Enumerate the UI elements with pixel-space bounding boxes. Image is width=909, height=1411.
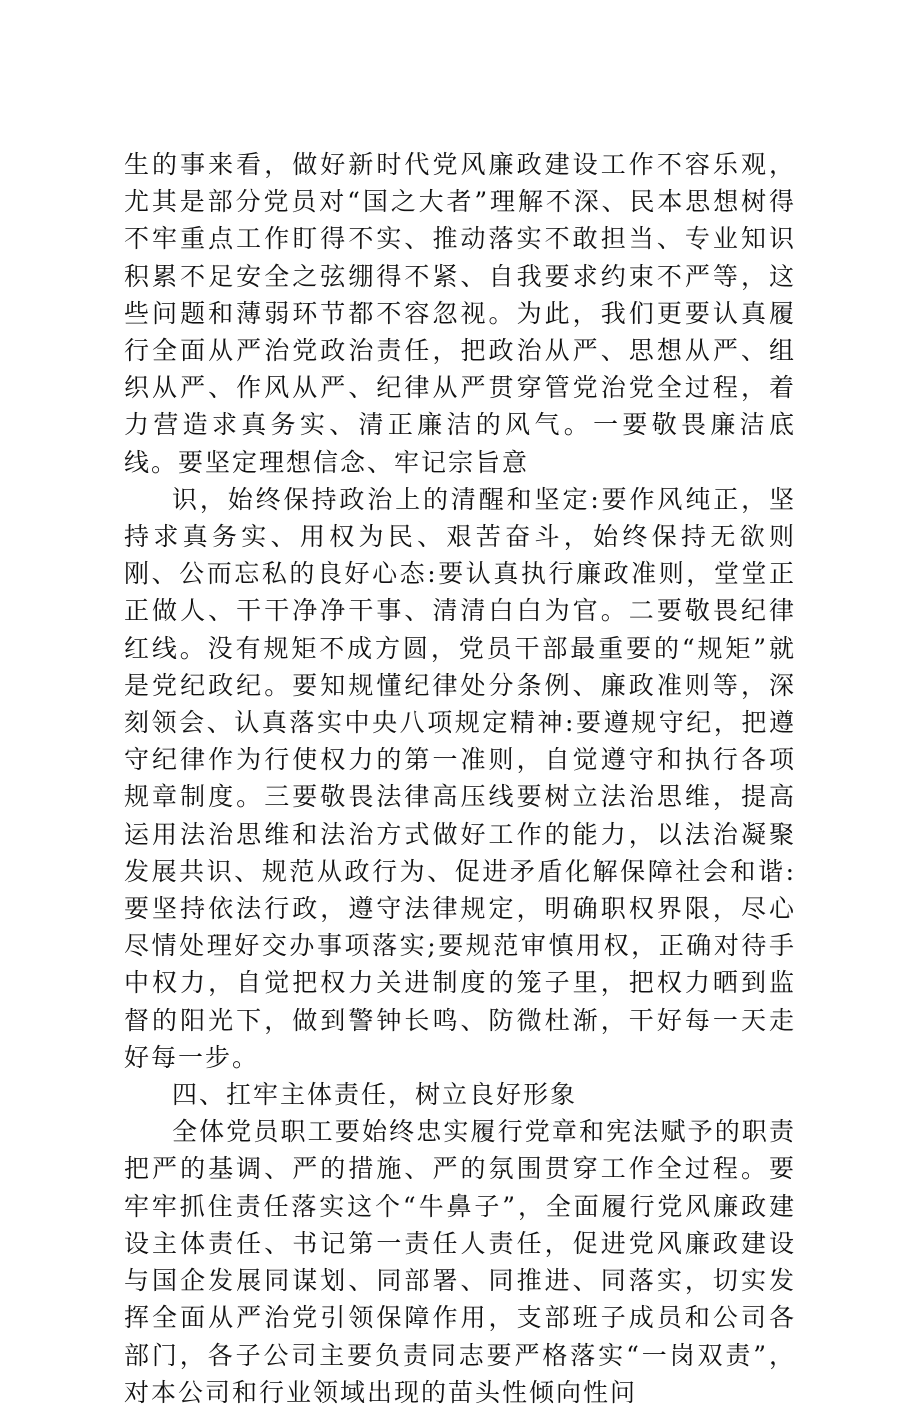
paragraph-4: 全体党员职工要始终忠实履行党章和宪法赋予的职责把严的基调、严的措施、严的氛围贯穿工作全过程。要牢牢抓住责任落实这个“牛鼻子”，全面履行党风廉政建设主体责任、书记第一责任人责任，促进党风廉政建设与国企发展同谋划、同部署、同推进、同落实，切实发挥全面从严治党引领保障作用，支部班子成员和公司各部门，各子公司主要负责同志要严格落实“一岗双责”，对本公司和行业领域出现的苗头性倾向性问 <box>124 1117 796 1407</box>
paragraph-2: 识，始终保持政治上的清醒和坚定:要作风纯正，坚持求真务实、用权为民、艰苦奋斗，始终保持无欲则刚、公而忘私的良好心态:要认真执行廉政准则，堂堂正正做人、干干净净干事、清清白白为官。二要敬畏纪律红线。没有规矩不成方圆，党员干部最重要的“规矩”就是党纪政纪。要知规懂纪律处分条例、廉政准则等，深刻领会、认真落实中央八项规定精神:要遵规守纪，把遵守纪律作为行使权力的第一准则，自觉遵守和执行各项规章制度。三要敬畏法律高压线要树立法治思维，提高运用法治思维和法治方式做好工作的能力，以法治凝聚发展共识、规范从政行为、促进矛盾化解保障社会和谐:要坚持依法行政，遵守法律规定，明确职权界限，尽心尽情处理好交办事项落实;要规范审慎用权，正确对待手中权力，自觉把权力关进制度的笼子里，把权力晒到监督的阳光下，做到警钟长鸣、防微杜渐，干好每一天走好每一步。 <box>124 484 796 1072</box>
document-body <box>124 146 796 1411</box>
section-heading: 四、扛牢主体责任，树立良好形象 <box>172 1080 578 1110</box>
paragraph-1: 生的事来看，做好新时代党风廉政建设工作不容乐观，尤其是部分党员对“国之大者”理解不深、民本思想树得不牢重点工作盯得不实、推动落实不敢担当、专业知识积累不足安全之弦绷得不紧、自我要求约束不严等，这些问题和薄弱环节都不容忽视。为此，我们更要认真履行全面从严治党政治责任，把政治从严、思想从严、组织从严、作风从严、纪律从严贯穿管党治党全过程，着力营造求真务实、清正廉洁的风气。一要敬畏廉洁底线。要坚定理想信念、牢记宗旨意 <box>124 150 796 477</box>
